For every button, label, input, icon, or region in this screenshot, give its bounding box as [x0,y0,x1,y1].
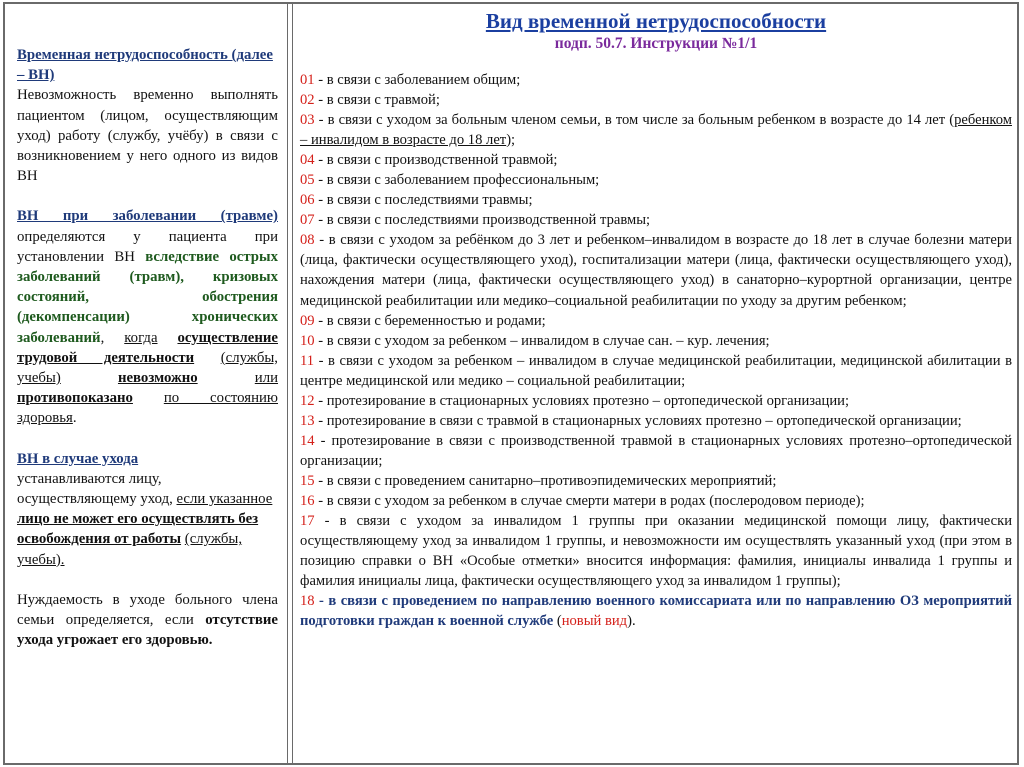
spacer [17,186,278,206]
illness-work: осуществление трудовой деятельности [17,329,278,366]
item-number: 15 [300,472,315,489]
item-text: - в связи с уходом за инвалидом 1 группы при оказании медицинской помощи лицу, фактически осуществляющему уход за инвалидом 1 группы, и невозможности им осуществлять указанный уход (при этом в позицию справки о ВН «Особые отметки» вносится информация: фамилия, инициалы инвалида 1 группы и фамилия инициалы лица, фактически осуществляющего уход за инвалидом 1 группы); [300,513,1012,590]
illness-when: когда [124,329,158,346]
illness-conditions: вследствие острых заболеваний (травм), кризовых состояний, обострения (декомпенсации) хронических заболеваний [17,248,278,346]
care-heading: ВН в случае ухода [17,450,139,467]
list-item [300,210,1012,230]
definition-heading: Временная нетрудоспособность (далее – ВН) [17,47,273,84]
item-number: 01 [300,72,315,88]
page-subtitle: подп. 50.7. Инструкции №1/1 [554,35,758,52]
item-number: 05 [300,172,315,189]
care-paragraph [17,449,278,570]
item-number: 11 [300,352,315,369]
illness-contraindicated: противопоказано [17,390,133,407]
list-item [300,471,1012,491]
illness-text [158,330,178,346]
list-item [300,170,1012,190]
illness-paragraph [17,206,278,428]
spacer [17,429,278,449]
item-number: 04 [300,152,315,169]
need-paragraph [17,590,278,651]
item-number: 03 [300,112,315,129]
need-bold: отсутствие ухода угрожает его здоровью. [17,612,278,649]
item-number: 14 [300,432,315,449]
items-list [300,70,1012,591]
illness-or: или [254,370,279,387]
care-cannot: лицо не может его осуществлять без освобождения от работы [17,511,259,548]
item-text: - в связи с уходом за ребёнком до 3 лет и ребенком–инвалидом в возрасте до 18 лет в случае болезни матери (лица, фактически осуществляющего уход), госпитализации матери (лица, фактически осуществляющего уход), нахождения матери (лица, фактически осуществляющего уход) в санаторно–курортной организации, центре медицинской реабилитации или медико–социальной реабилитации по уходу за другим ребенком; [300,232,1012,309]
item-number: 07 [300,212,315,229]
item-text: - в связи с последствиями травмы; [314,192,533,209]
item-text: - в связи с беременностью и родами; [314,312,546,329]
right-column [300,8,1012,631]
new-type-label: новый вид [561,613,628,630]
list-item [300,311,1012,331]
list-item-18 [300,591,1012,631]
item-number: 13 [300,412,315,429]
illness-impossible: невозможно [117,370,198,387]
list-item [300,70,1012,90]
item-text: - в связи с уходом за ребенком – инвалидом в случае медицинской реабилитации, медицинской абилитации в центре медицинской или медико – социальной реабилитации; [300,352,1012,389]
list-item [300,150,1012,170]
list-item [300,230,1012,310]
item-text: - в связи с проведением по направлению военного комиссариата или по направлению ОЗ мероприятий подготовки граждан к военной службе [300,593,1012,630]
illness-health: по состоянию здоровья [17,390,278,427]
list-item [300,411,1012,431]
item-text: - в связи с уходом за ребенком в случае смерти матери в родах (послеродовом периоде); [314,492,865,509]
list-item [300,110,1012,150]
item-text: - в связи с последствиями производственной травмы; [314,212,651,229]
list-item [300,351,1012,391]
care-if: если указанное [176,491,273,508]
item-text: - в связи с травмой; [314,92,440,109]
item-text: - в связи с уходом за ребенком – инвалидом в случае сан. – кур. лечения; [314,332,770,349]
need-text: Нуждаемость в уходе больного члена семьи определяется, если [17,591,278,629]
page-title: Вид временной нетрудоспособности [485,9,827,33]
item-number: 09 [300,312,315,329]
care-text: устанавливаются лицу, осуществляющему уход, [17,470,177,508]
illness-text: определяются у пациента при установлении ВН [17,228,278,265]
item-number: 10 [300,332,315,349]
list-item [300,190,1012,210]
item-number: 08 [300,232,315,249]
item-text: - протезирование в стационарных условиях протезно – ортопедической организации; [314,392,849,409]
item-number: 06 [300,192,315,209]
item-number: 18 [300,593,315,610]
left-column [17,45,278,650]
illness-text [198,370,255,386]
list-item [300,331,1012,351]
item-paren: ). [627,613,636,630]
definition-text: Невозможность временно выполнять пациентом (лицом, осуществляющим уход) работу (службу, учёбу) в связи с возникновением у него одного из видов ВН [17,87,278,185]
item-text: - в связи с заболеванием общим; [314,72,521,88]
list-item [300,491,1012,511]
list-item [300,431,1012,471]
item-tail: ); [506,132,516,149]
list-item [300,591,1012,631]
list-item [300,511,1012,591]
item-number: 17 [300,513,315,530]
item-paren: ( [553,613,562,630]
item-number: 16 [300,492,315,509]
item-number: 12 [300,392,315,409]
list-item [300,90,1012,110]
illness-text [194,350,221,366]
item-text: - в связи с производственной травмой; [314,152,558,169]
item-text: - протезирование в связи с производственной травмой в стационарных условиях протезно–ортопедической организации; [300,432,1012,469]
illness-text: . [72,410,77,427]
illness-service: (службы, учебы) [17,349,278,387]
item-text: - в связи с проведением санитарно–противоэпидемических мероприятий; [314,472,777,489]
illness-text [61,370,118,386]
item-text: - в связи с уходом за больным членом семьи, в том числе за больным ребенком в возрасте до 14 лет ( [314,112,955,129]
care-service: (службы, учебы). [17,531,243,568]
illness-text [133,390,164,406]
list-item [300,391,1012,411]
item-text: - протезирование в связи с травмой в стационарных условиях протезно – ортопедической организации; [314,412,962,429]
column-divider [287,2,293,765]
illness-text: , [100,329,125,346]
spacer [17,570,278,590]
item-underlined: ребенком – инвалидом в возрасте до 18 лет [300,112,1012,149]
item-number: 02 [300,92,315,109]
illness-heading: ВН при заболевании (травме) [17,208,278,225]
item-text: - в связи с заболеванием профессиональным; [314,172,600,189]
